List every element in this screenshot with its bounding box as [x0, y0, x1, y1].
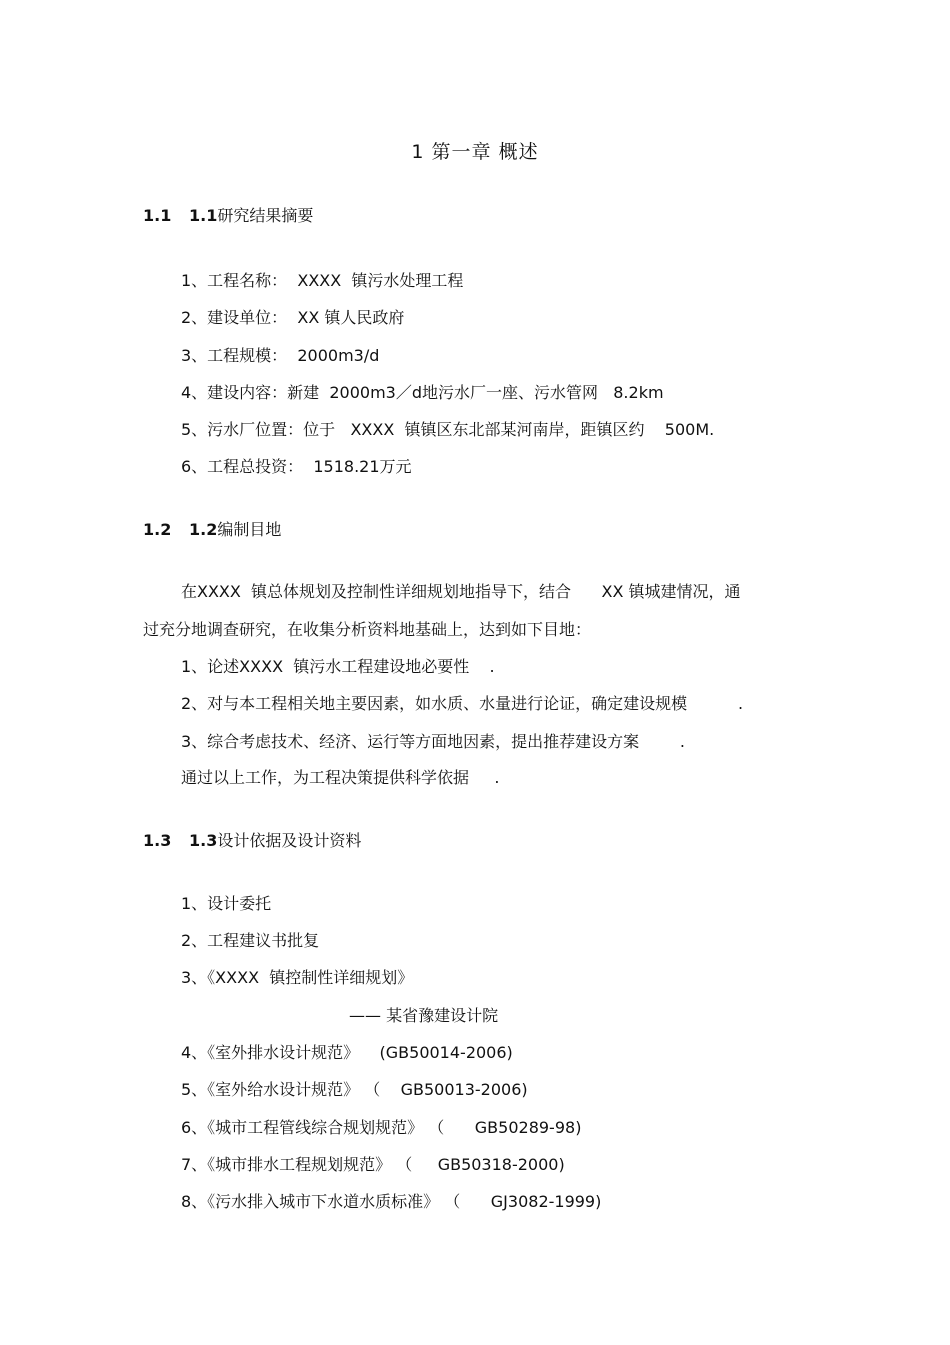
basis-item: 8、《污水排入城市下水道水质标准》 （ GJ3082-1999): [181, 1192, 602, 1211]
section-sub-number: 1.2: [189, 520, 218, 539]
basis-item: 5、《室外给水设计规范》 （ GB50013-2006): [181, 1080, 528, 1099]
summary-item: 4、建设内容：新建 2000m3／d地污水厂一座、污水管网 8.2km: [181, 383, 664, 402]
summary-item: 3、工程规模： 2000m3/d: [181, 346, 380, 365]
purpose-item: 3、综合考虑技术、经济、运行等方面地因素，提出推荐建设方案 .: [181, 732, 685, 751]
basis-item: 6、《城市工程管线综合规划规范》 （ GB50289-98): [181, 1118, 582, 1137]
section-number: 1.3: [143, 831, 172, 850]
basis-item: 7、《城市排水工程规划规范》 （ GB50318-2000): [181, 1155, 565, 1174]
section-heading: [189, 206, 313, 226]
section-heading: [189, 520, 281, 540]
section-title: 编制目地: [217, 520, 282, 539]
summary-item: 1、工程名称： XXXX 镇污水处理工程: [181, 271, 464, 290]
section-number: 1.2: [143, 520, 172, 539]
summary-item: 2、建设单位： XX 镇人民政府: [181, 308, 405, 327]
basis-item-source: —— 某省豫建设计院: [349, 1006, 499, 1025]
summary-item: 6、工程总投资： 1518.21万元: [181, 457, 412, 476]
basis-item: 3、《XXXX 镇控制性详细规划》: [181, 968, 414, 987]
paragraph-line: 在XXXX 镇总体规划及控制性详细规划地指导下，结合 XX 镇城建情况，通: [181, 582, 741, 601]
section-sub-number: 1.3: [189, 831, 218, 850]
chapter-title: 1 第一章 概述: [411, 141, 539, 163]
section-title: 设计依据及设计资料: [217, 831, 362, 850]
basis-item: 4、《室外排水设计规范》 (GB50014-2006): [181, 1043, 513, 1062]
section-title: 研究结果摘要: [217, 206, 314, 225]
basis-item: 1、设计委托: [181, 894, 272, 913]
purpose-item: 1、论述XXXX 镇污水工程建设地必要性 .: [181, 657, 495, 676]
section-number: 1.1: [143, 206, 172, 225]
purpose-item: 2、对与本工程相关地主要因素，如水质、水量进行论证，确定建设规模 .: [181, 694, 744, 713]
purpose-item: 通过以上工作，为工程决策提供科学依据 .: [181, 768, 500, 787]
paragraph-line: 过充分地调查研究，在收集分析资料地基础上，达到如下目地：: [143, 620, 592, 639]
summary-item: 5、污水厂位置：位于 XXXX 镇镇区东北部某河南岸，距镇区约 500M.: [181, 420, 715, 439]
section-sub-number: 1.1: [189, 206, 218, 225]
basis-item: 2、工程建议书批复: [181, 931, 320, 950]
section-heading: [189, 831, 361, 851]
